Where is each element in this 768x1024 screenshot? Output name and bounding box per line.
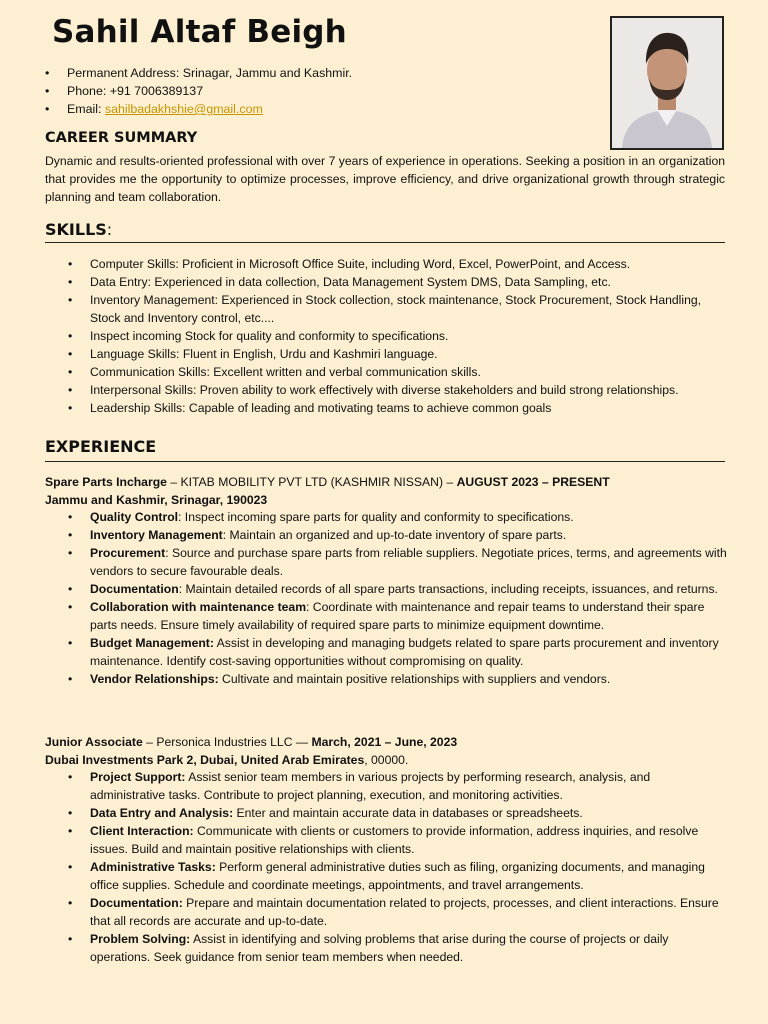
- duty-text: Perform general administrative duties such as filing, organizing documents, and managing office supplies. Schedule and coordinate meetings, appointments, and travel arrangements.: [90, 860, 705, 892]
- job-duty-item: [68, 544, 728, 580]
- duty-label: Documentation:: [90, 896, 183, 910]
- job-title: Junior Associate: [45, 735, 143, 749]
- duty-label: Documentation: [90, 582, 179, 596]
- skill-item: • Language Skills: Fluent in English, Urdu and Kashmiri language.: [68, 345, 728, 363]
- contact-list: [45, 64, 352, 118]
- duty-text: Assist senior team members in various projects by performing research, analysis, and administrative tasks. Contribute to project planning, execution, and monitoring activities.: [90, 770, 651, 802]
- duty-label: Vendor Relationships:: [90, 672, 219, 686]
- candidate-name: Sahil Altaf Beigh: [52, 14, 347, 50]
- skill-item: • Inspect incoming Stock for quality and conformity to specifications.: [68, 327, 728, 345]
- job-company: Personica Industries LLC: [156, 735, 293, 749]
- duty-label: Client Interaction:: [90, 824, 194, 838]
- email-label: Email:: [67, 102, 105, 116]
- career-summary-text: Dynamic and results-oriented professional with over 7 years of experience in operations. Seeking a position in an organization that provides me the opportunity to optimize processes, improve efficiency, and drive organizational growth through strategic planning and team collaboration.: [45, 154, 725, 204]
- duty-label: Administrative Tasks:: [90, 860, 216, 874]
- duty-text: Assist in developing and managing budgets related to spare parts procurement and inventory maintenance. Identify cost-saving opportunities without compromising on quality.: [90, 636, 719, 668]
- duty-text: : Inspect incoming spare parts for quality and conformity to specifications.: [178, 510, 574, 524]
- job-location: Dubai Investments Park 2, Dubai, United Arab Emirates: [45, 753, 365, 767]
- job-header-2: [45, 733, 735, 769]
- skill-item: • Interpersonal Skills: Proven ability to work effectively with diverse stakeholders and build strong relationships.: [68, 381, 728, 399]
- duty-label: Problem Solving:: [90, 932, 191, 946]
- job-duty-item: [68, 858, 728, 894]
- job-duty-item: [68, 804, 728, 822]
- email-item: [45, 100, 352, 118]
- skill-item: • Data Entry: Experienced in data collection, Data Management System DMS, Data Sampling, etc.: [68, 273, 728, 291]
- duty-text: : Maintain detailed records of all spare parts transactions, including receipts, issuances, and returns.: [178, 582, 718, 596]
- skills-heading-colon: :: [106, 220, 113, 239]
- separator: –: [166, 475, 181, 489]
- skills-heading: [45, 220, 112, 239]
- skill-item: • Leadership Skills: Capable of leading and motivating teams to achieve common goals: [68, 399, 728, 417]
- experience-divider: [45, 461, 725, 462]
- job-dates: AUGUST 2023 – PRESENT: [456, 475, 610, 489]
- job-duties-1: [68, 508, 728, 688]
- skills-divider: [45, 242, 725, 243]
- person-portrait-image: [612, 18, 722, 148]
- job-duty-item: [68, 768, 728, 804]
- duty-label: Quality Control: [90, 510, 179, 524]
- skill-item: • Communication Skills: Excellent written and verbal communication skills.: [68, 363, 728, 381]
- duty-label: Inventory Management: [90, 528, 223, 542]
- job-location: Jammu and Kashmir, Srinagar, 190023: [45, 493, 268, 507]
- duty-label: Collaboration with maintenance team: [90, 600, 307, 614]
- job-dates: March, 2021 – June, 2023: [311, 735, 458, 749]
- duty-text: Prepare and maintain documentation related to projects, processes, and client interactions. Ensure that all records are accurate and up-to-date.: [90, 896, 719, 928]
- job-location-line: [45, 751, 735, 769]
- job-location-line: [45, 491, 735, 509]
- job-duty-item: [68, 580, 728, 598]
- duty-label: Data Entry and Analysis:: [90, 806, 234, 820]
- skills-list: [68, 255, 728, 417]
- job-duty-item: [68, 508, 728, 526]
- duty-text: : Source and purchase spare parts from reliable suppliers. Negotiate prices, terms, and agreements with vendors to secure favourable deals.: [90, 546, 727, 578]
- duty-label: Budget Management:: [90, 636, 214, 650]
- skill-item: • Inventory Management: Experienced in Stock collection, stock maintenance, Stock Procurement, Stock Handling, Stock and Inventory control, etc....: [68, 291, 728, 327]
- skills-heading-text: SKILLS: [45, 220, 107, 239]
- job-duty-item: [68, 894, 728, 930]
- job-company: KITAB MOBILITY PVT LTD (KASHMIR NISSAN): [180, 475, 444, 489]
- duty-text: : Maintain an organized and up-to-date inventory of spare parts.: [222, 528, 567, 542]
- duty-text: Assist in identifying and solving problems that arise during the course of projects or daily operations. Seek guidance from senior team members when needed.: [90, 932, 669, 964]
- job-title-line: [45, 473, 735, 491]
- skill-item: • Computer Skills: Proficient in Microsoft Office Suite, including Word, Excel, PowerPoint, and Access.: [68, 255, 728, 273]
- job-location-suffix: , 00000.: [364, 753, 409, 767]
- duty-text: Enter and maintain accurate data in databases or spreadsheets.: [233, 806, 583, 820]
- job-duty-item: [68, 598, 728, 634]
- duty-text: Cultivate and maintain positive relationships with suppliers and vendors.: [218, 672, 611, 686]
- job-duty-item: [68, 670, 728, 688]
- profile-photo: [610, 16, 724, 150]
- separator: —: [292, 735, 312, 749]
- job-title: Spare Parts Incharge: [45, 475, 167, 489]
- separator: –: [142, 735, 157, 749]
- job-duty-item: [68, 822, 728, 858]
- duty-label: Procurement: [90, 546, 166, 560]
- job-duties-2: [68, 768, 728, 966]
- job-duty-item: [68, 930, 728, 966]
- duty-text: : Coordinate with maintenance and repair teams to understand their spare parts needs. Ensure timely availability of required spare parts to minimize equipment downtime.: [90, 600, 705, 632]
- separator: –: [443, 475, 457, 489]
- email-link[interactable]: sahilbadakhshie@gmail.com: [104, 102, 263, 116]
- job-title-line: [45, 733, 735, 751]
- duty-text: Communicate with clients or customers to provide information, address inquiries, and resolve issues. Build and maintain positive relationships with clients.: [90, 824, 699, 856]
- experience-heading: EXPERIENCE: [45, 437, 157, 456]
- address-item: • Permanent Address: Srinagar, Jammu and Kashmir.: [45, 64, 352, 82]
- job-header-1: [45, 473, 735, 509]
- job-duty-item: [68, 634, 728, 670]
- career-summary-heading: CAREER SUMMARY: [45, 130, 198, 146]
- duty-label: Project Support:: [90, 770, 186, 784]
- job-duty-item: [68, 526, 728, 544]
- phone-item: • Phone: +91 7006389137: [45, 82, 352, 100]
